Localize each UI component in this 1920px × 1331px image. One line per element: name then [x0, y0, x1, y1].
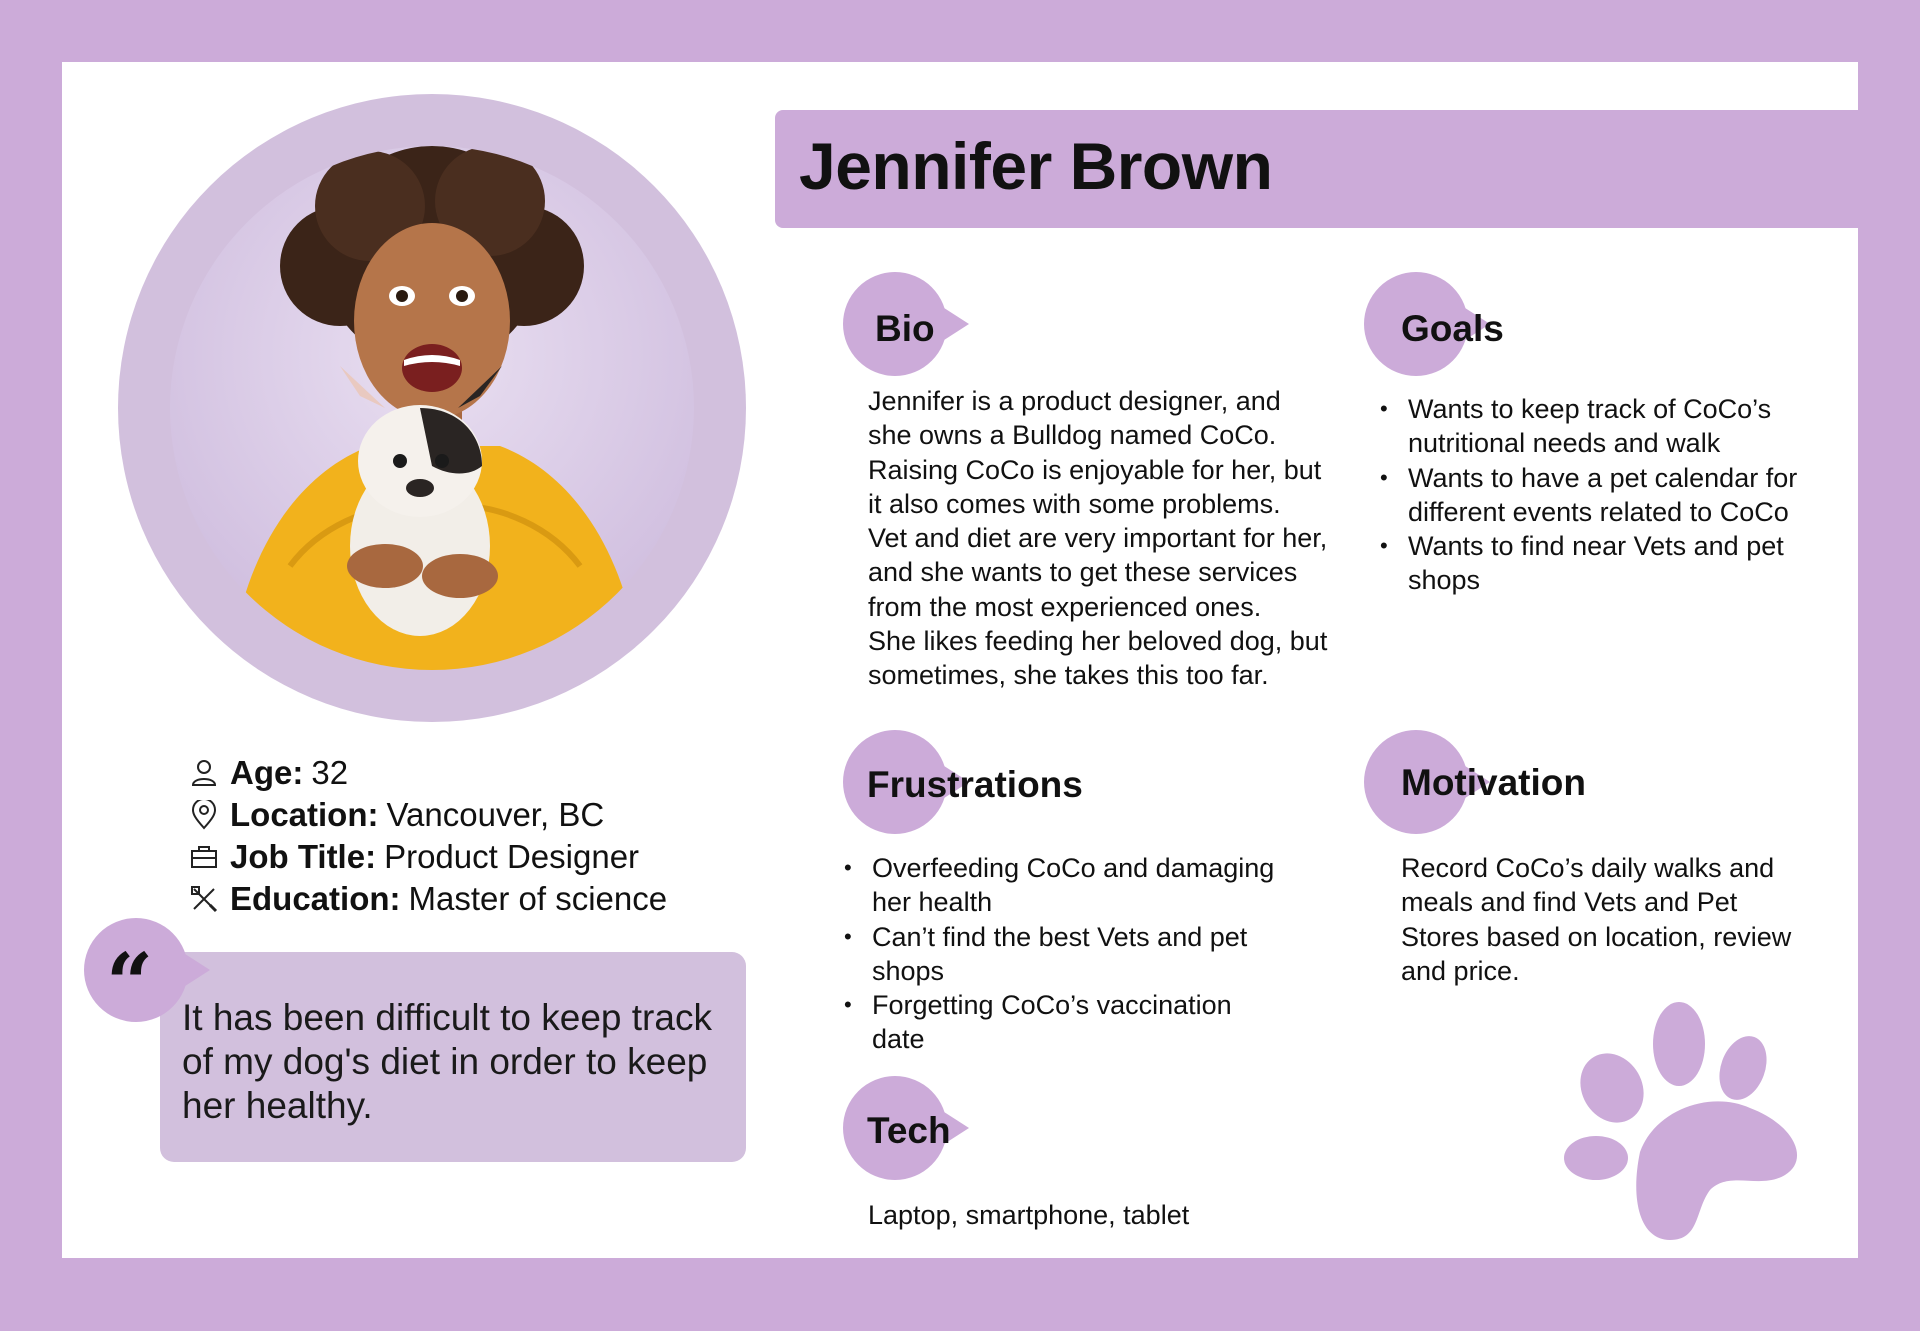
goal-item: • Wants to find near Vets and pet shops [1378, 529, 1838, 598]
frustration-item: • Can’t find the best Vets and pet shops [842, 920, 1282, 989]
bio-title: Bio [875, 308, 935, 349]
motivation-title: Motivation [1401, 762, 1586, 803]
bio-line: Raising CoCo is enjoyable for her, but [868, 454, 1322, 485]
bio-line: Jennifer is a product designer, and [868, 386, 1281, 416]
pencil-ruler-icon [188, 883, 220, 915]
bio-line: and she wants to get these services [868, 557, 1298, 588]
quote-text: It has been difficult to keep track of my dog's diet in order to keep her healthy. [182, 997, 712, 1126]
location-pin-icon [188, 799, 220, 831]
portrait-illustration [170, 146, 694, 670]
profile-facts [188, 752, 667, 920]
tech-title: Tech [867, 1110, 951, 1151]
persona-name: Jennifer Brown [799, 129, 1273, 203]
goals-title: Goals [1401, 308, 1504, 349]
fact-label: Education: [230, 880, 401, 917]
motivation-text: Record CoCo’s daily walks and meals and find Vets and Pet Stores based on location, review and price. [1401, 853, 1792, 986]
fact-value: Master of science [408, 880, 668, 917]
fact-education [188, 878, 667, 920]
bio-line: it also comes with some problems. [868, 488, 1281, 519]
person-icon [188, 757, 220, 789]
bio-line: she owns a Bulldog named CoCo. [868, 420, 1277, 451]
bio-line: from the most experienced ones. [868, 591, 1262, 622]
fact-value: Product Designer [384, 838, 640, 875]
frustrations-title: Frustrations [867, 764, 1083, 805]
fact-label: Age: [230, 754, 304, 791]
fact-value: 32 [311, 754, 349, 791]
tech-text: Laptop, smartphone, tablet [868, 1200, 1190, 1230]
bio-text [868, 384, 1368, 693]
frustrations-list [842, 851, 1282, 1057]
goal-item: • Wants to keep track of CoCo’s nutritional needs and walk [1378, 392, 1838, 461]
goal-item: • Wants to have a pet calendar for different events related to CoCo [1378, 461, 1838, 530]
quote-mark-icon: “ [106, 936, 154, 1032]
bio-line: Vet and diet are very important for her, [868, 523, 1328, 554]
name-banner [775, 110, 1859, 228]
frustration-item: • Forgetting CoCo’s vaccination date [842, 988, 1282, 1057]
paw-print-icon [1560, 1000, 1820, 1250]
portrait-photo [170, 146, 694, 670]
frustration-item: • Overfeeding CoCo and damaging her health [842, 851, 1282, 920]
fact-label: Job Title: [230, 838, 377, 875]
goals-list [1378, 392, 1838, 598]
fact-age [188, 752, 667, 794]
briefcase-icon [188, 841, 220, 873]
bio-line: sometimes, she takes this too far. [868, 660, 1269, 691]
fact-location [188, 794, 667, 836]
fact-value: Vancouver, BC [386, 796, 605, 833]
fact-job-title [188, 836, 667, 878]
fact-label: Location: [230, 796, 379, 833]
bio-line: She likes feeding her beloved dog, but [868, 626, 1328, 657]
